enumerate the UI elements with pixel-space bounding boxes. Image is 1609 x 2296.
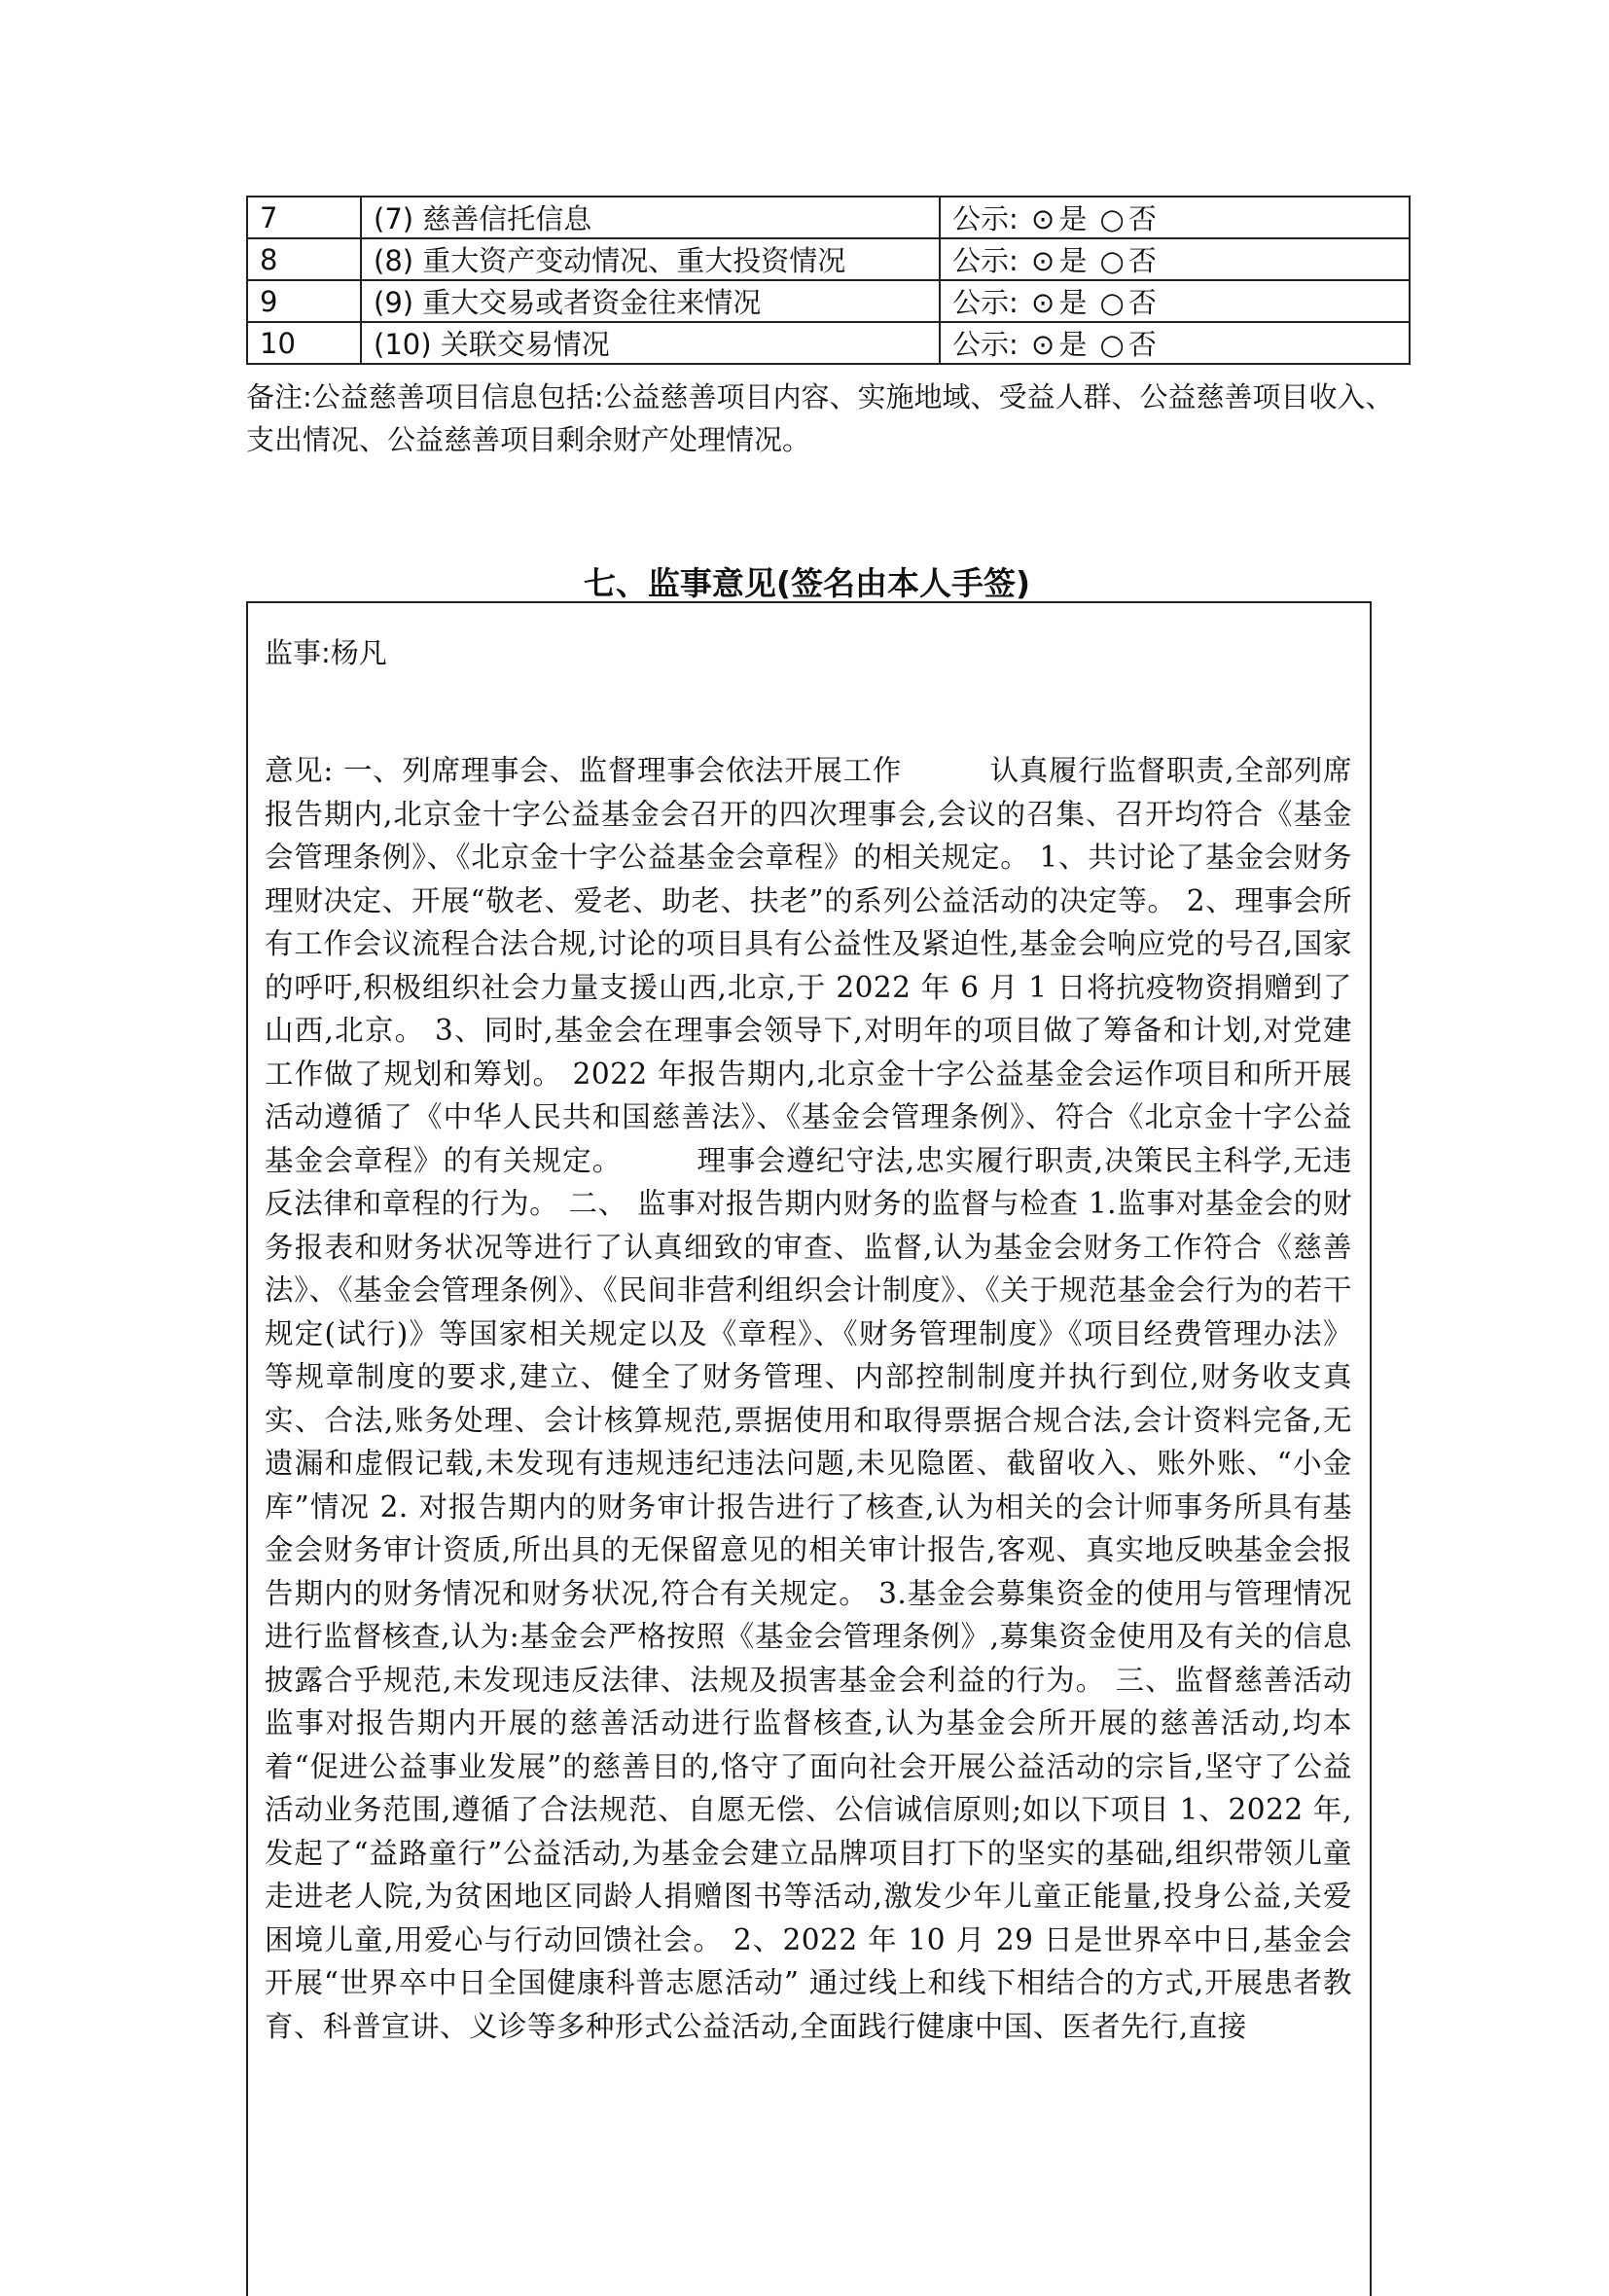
disclosure-options: [940, 238, 1410, 280]
row-item: (10) 关联交易情况: [361, 322, 940, 364]
option-yes: 是: [1058, 328, 1088, 361]
row-number: 7: [247, 197, 361, 238]
row-item: (8) 重大资产变动情况、重大投资情况: [361, 238, 940, 280]
option-no: 否: [1127, 286, 1157, 319]
table-row: [247, 238, 1410, 280]
section-title: 七、监事意见(签名由本人手签): [583, 564, 1031, 602]
option-yes: 是: [1058, 244, 1088, 277]
disclosure-label: 公示:: [952, 244, 1019, 277]
table-note: 备注:公益慈善项目信息包括:公益慈善项目内容、实施地域、受益人群、公益慈善项目收入、支出情况、公益慈善项目剩余财产处理情况。: [246, 380, 1394, 456]
radio-selected-icon: ⊙: [1031, 244, 1055, 277]
option-no: 否: [1127, 328, 1157, 361]
radio-empty-icon: ○: [1099, 286, 1125, 319]
row-number: 10: [247, 322, 361, 364]
disclosure-options: [940, 280, 1410, 322]
option-no: 否: [1127, 202, 1157, 235]
radio-empty-icon: ○: [1099, 202, 1125, 235]
radio-selected-icon: ⊙: [1031, 328, 1055, 361]
radio-selected-icon: ⊙: [1031, 286, 1055, 319]
option-no: 否: [1127, 244, 1157, 277]
row-number: 8: [247, 238, 361, 280]
opinion-box: [246, 601, 1441, 2296]
supervisor-name: 监事:杨凡: [265, 636, 387, 669]
row-item: (9) 重大交易或者资金往来情况: [361, 280, 940, 322]
table-row: [247, 197, 1410, 238]
radio-selected-icon: ⊙: [1031, 202, 1055, 235]
opinion-text: 意见: 一、列席理事会、监督理事会依法开展工作 认真履行监督职责,全部列席报告期内,北京金十字公益基金会召开的四次理事会,会议的召集、召开均符合《基金会管理条例》、《北京金十字公益基金会章程》的相关规定。 1、共讨论了基金会财务理财决定、开展“敬老、爱老、助老、扶老”的系列公益活动的决定等。 2、理事会所有工作会议流程合法合规,讨论的项目具有公益性及紧迫性,基金会响应党的号召,国家的呼吁,积极组织社会力量支援山西,北京,于 2022 年 6 月 1 日将抗疫物资捐赠到了山西,北京。 3、同时,基金会在理事会领导下,对明年的项目做了筹备和计划,对党建工作做了规划和筹划。 2022 年报告期内,北京金十字公益基金会运作项目和所开展活动遵循了《中华人民共和国慈善法》、《基金会管理条例》、符合《北京金十字公益基金会章程》的有关规定。 理事会遵纪守法,忠实履行职责,决策民主科学,无违反法律和章程的行为。 二、 监事对报告期内财务的监督与检查 1.监事对基金会的财务报表和财务状况等进行了认真细致的审查、监督,认为基金会财务工作符合《慈善法》、《基金会管理条例》、《民间非营利组织会计制度》、《关于规范基金会行为的若干规定(试行)》等国家相关规定以及《章程》、《财务管理制度》《项目经费管理办法》等规章制度的要求,建立、健全了财务管理、内部控制制度并执行到位,财务收支真实、合法,账务处理、会计核算规范,票据使用和取得票据合规合法,会计资料完备,无遗漏和虚假记载,未发现有违规违纪违法问题,未见隐匿、截留收入、账外账、“小金库”情况 2. 对报告期内的财务审计报告进行了核查,认为相关的会计师事务所具有基金会财务审计资质,所出具的无保留意见的相关审计报告,客观、真实地反映基金会报告期内的财务情况和财务状况,符合有关规定。 3.基金会募集资金的使用与管理情况进行监督核查,认为:基金会严格按照《基金会管理条例》,募集资金使用及有关的信息披露合乎规范,未发现违反法律、法规及损害基金会利益的行为。 三、监督慈善活动 监事对报告期内开展的慈善活动进行监督核查,认为基金会所开展的慈善活动,均本着“促进公益事业发展”的慈善目的,恪守了面向社会开展公益活动的宗旨,坚守了公益活动业务范围,遵循了合法规范、自愿无偿、公信诚信原则;如以下项目 1、2022 年,发起了“益路童行”公益活动,为基金会建立品牌项目打下的坚实的基础,组织带领儿童走进老人院,为贫困地区同龄人捐赠图书等活动,激发少年儿童正能量,投身公益,关爱困境儿童,用爱心与行动回馈社会。 2、2022 年 10 月 29 日是世界卒中日,基金会开展“世界卒中日全国健康科普志愿活动” 通过线上和线下相结合的方式,开展患者教育、科普宣讲、义诊等多种形式公益活动,全面践行健康中国、医者先行,直接: [265, 754, 1441, 2043]
option-yes: 是: [1058, 286, 1088, 319]
option-yes: 是: [1058, 202, 1088, 235]
disclosure-label: 公示:: [952, 286, 1019, 319]
disclosure-label: 公示:: [952, 202, 1019, 235]
disclosure-label: 公示:: [952, 328, 1019, 361]
disclosure-options: [940, 322, 1410, 364]
radio-empty-icon: ○: [1099, 328, 1125, 361]
radio-empty-icon: ○: [1099, 244, 1125, 277]
row-item: (7) 慈善信托信息: [361, 197, 940, 238]
row-number: 9: [247, 280, 361, 322]
disclosure-options: [940, 197, 1410, 238]
disclosure-table: [246, 196, 1411, 365]
table-row: [247, 280, 1410, 322]
table-row: [247, 322, 1410, 364]
